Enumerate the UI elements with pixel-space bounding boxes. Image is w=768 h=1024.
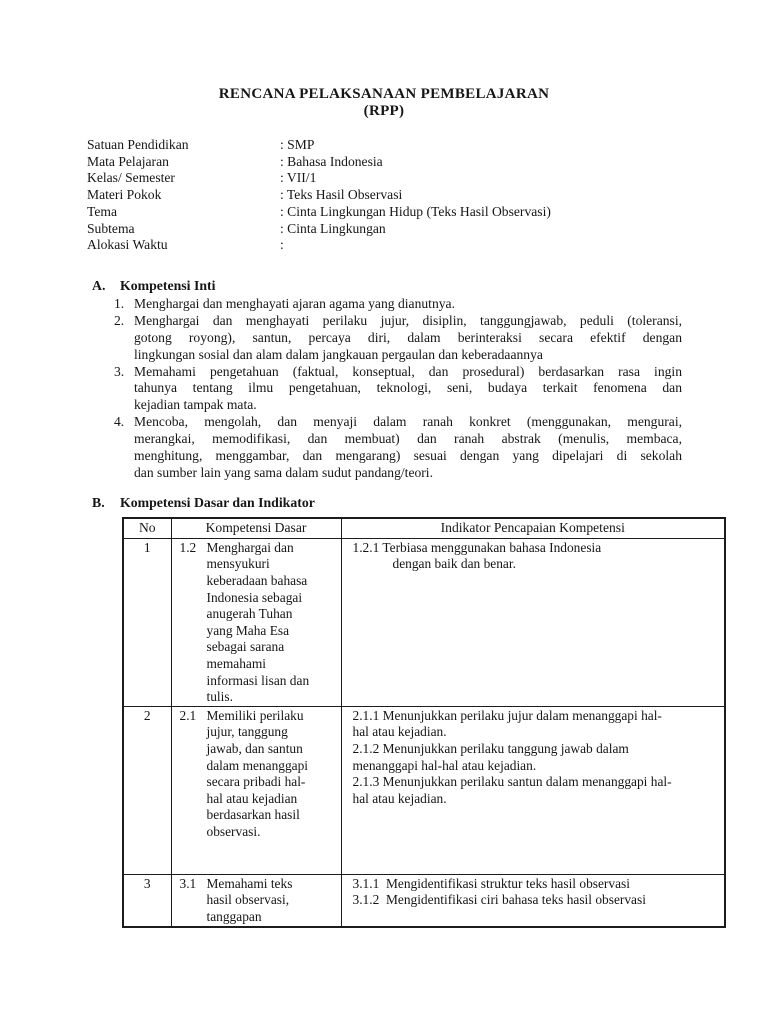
list-item-number: 2. <box>114 312 125 328</box>
kompetensi-dasar-cell <box>171 706 341 874</box>
info-label: Subtema <box>87 220 135 236</box>
section-b-letter: B. <box>92 494 105 510</box>
list-item <box>114 296 768 313</box>
kd-indikator-table <box>122 517 726 928</box>
info-row-materi-pokok <box>87 187 768 204</box>
info-label: Satuan Pendidikan <box>87 137 189 152</box>
info-row-tema <box>87 204 768 221</box>
document-title: RENCANA PELAKSANAAN PEMBELAJARAN <box>218 86 550 102</box>
row-number-cell: 1 <box>123 538 171 706</box>
indicator-item: 1.2.1 Terbiasa menggunakan bahasa Indonesia dengan baik dan benar. <box>352 539 602 572</box>
table-row <box>123 874 725 926</box>
section-a-letter: A. <box>92 277 106 293</box>
kompetensi-dasar-cell <box>171 874 341 926</box>
info-value: : Cinta Lingkungan Hidup (Teks Hasil Observasi) <box>280 203 551 219</box>
indicator-item: 2.1.2 Menunjukkan perilaku tanggung jawab dalam menanggapi hal-hal atau kejadian. <box>352 741 629 773</box>
kd-code: 2.1 <box>179 707 197 723</box>
kompetensi-inti-list <box>0 296 768 482</box>
kd-text: Memiliki perilaku jujur, tanggung jawab, dan santun dalam menanggapi secara pribadi hal- hal atau kejadian berdasarkan hasil observasi. <box>206 707 309 839</box>
info-row-alokasi-waktu <box>87 237 768 254</box>
info-value: : SMP <box>280 137 315 152</box>
info-label: Mata Pelajaran <box>87 153 169 169</box>
info-label: Alokasi Waktu <box>87 237 168 253</box>
kd-text: Menghargai dan mensyukuri keberadaan bahasa Indonesia sebagai anugerah Tuhan yang Maha Esa sebagai sarana memahami informasi lisan dan tulis. <box>206 539 310 705</box>
table-header-no: No <box>123 518 171 539</box>
section-b-title: Kompetensi Dasar dan Indikator <box>120 494 315 510</box>
section-b-heading <box>92 494 768 511</box>
indikator-cell <box>341 706 725 874</box>
document-info-block <box>87 137 768 254</box>
document-subtitle: (RPP) <box>363 103 405 119</box>
kd-code: 1.2 <box>179 539 197 555</box>
info-row-mata-pelajaran <box>87 154 768 171</box>
info-label: Kelas/ Semester <box>87 170 175 186</box>
table-header-kompetensi-dasar: Kompetensi Dasar <box>171 518 341 539</box>
info-value: : Teks Hasil Observasi <box>280 187 403 203</box>
list-item-text: Menghargai dan menghayati perilaku jujur, disiplin, tanggungjawab, peduli (toleransi, gotong royong), santun, percaya diri, dalam berinteraksi secara efektif dengan lingkungan sosial dan alam dalam jangkauan pergaulan dan keberadaannya <box>134 312 682 362</box>
indicator-item: 3.1.2 Mengidentifikasi ciri bahasa teks hasil observasi <box>352 892 646 908</box>
kompetensi-dasar-cell <box>171 538 341 706</box>
info-row-kelas-semester <box>87 170 768 187</box>
table-header-row <box>123 518 725 539</box>
indicator-item: 2.1.3 Menunjukkan perilaku santun dalam menanggapi hal- hal atau kejadian. <box>352 774 672 806</box>
row-number-cell: 2 <box>123 706 171 874</box>
table-header-indikator: Indikator Pencapaian Kompetensi <box>341 518 725 539</box>
list-item-number: 4. <box>114 414 125 430</box>
info-value: : Bahasa Indonesia <box>280 153 383 169</box>
list-item <box>114 364 768 415</box>
kd-text: Memahami teks hasil observasi, tanggapan <box>206 875 293 925</box>
info-value: : Cinta Lingkungan <box>280 220 386 236</box>
indicator-item: 3.1.1 Mengidentifikasi struktur teks hasil observasi <box>352 875 630 891</box>
indikator-cell <box>341 874 725 926</box>
row-number-cell: 3 <box>123 874 171 926</box>
table-row <box>123 538 725 706</box>
info-label: Materi Pokok <box>87 187 162 203</box>
indicator-item: 2.1.1 Menunjukkan perilaku jujur dalam menanggapi hal- hal atau kejadian. <box>352 707 662 740</box>
section-kompetensi-inti <box>0 277 768 482</box>
list-item-number: 3. <box>114 363 125 379</box>
indikator-cell <box>341 538 725 706</box>
kd-code: 3.1 <box>179 875 197 891</box>
list-item-text: Mencoba, mengolah, dan menyaji dalam ranah konkret (menggunakan, mengurai, merangkai, memodifikasi, dan membuat) dan ranah abstrak (menulis, membaca, menghitung, menggambar, dan mengarang) sesuai dengan yang dipelajari di sekolah dan sumber lain yang sama dalam sudut pandang/teori. <box>134 414 682 480</box>
info-row-subtema <box>87 221 768 238</box>
list-item-text: Menghargai dan menghayati ajaran agama yang dianutnya. <box>134 295 455 311</box>
list-item-text: Memahami pengetahuan (faktual, konseptual, dan prosedural) berdasarkan rasa ingin tahunya tentang ilmu pengetahuan, teknologi, seni, budaya terkait fenomena dan kejadian tampak mata. <box>134 363 682 413</box>
list-item-number: 1. <box>114 295 125 311</box>
title-block <box>0 0 768 120</box>
info-label: Tema <box>87 203 117 219</box>
info-value: : <box>280 237 284 253</box>
info-row-satuan-pendidikan <box>87 137 768 154</box>
section-kompetensi-dasar-indikator <box>0 494 768 928</box>
section-a-title: Kompetensi Inti <box>120 277 216 293</box>
info-value: : VII/1 <box>280 170 317 186</box>
table-row <box>123 706 725 874</box>
list-item <box>114 414 768 482</box>
list-item <box>114 313 768 364</box>
section-a-heading <box>92 277 768 294</box>
